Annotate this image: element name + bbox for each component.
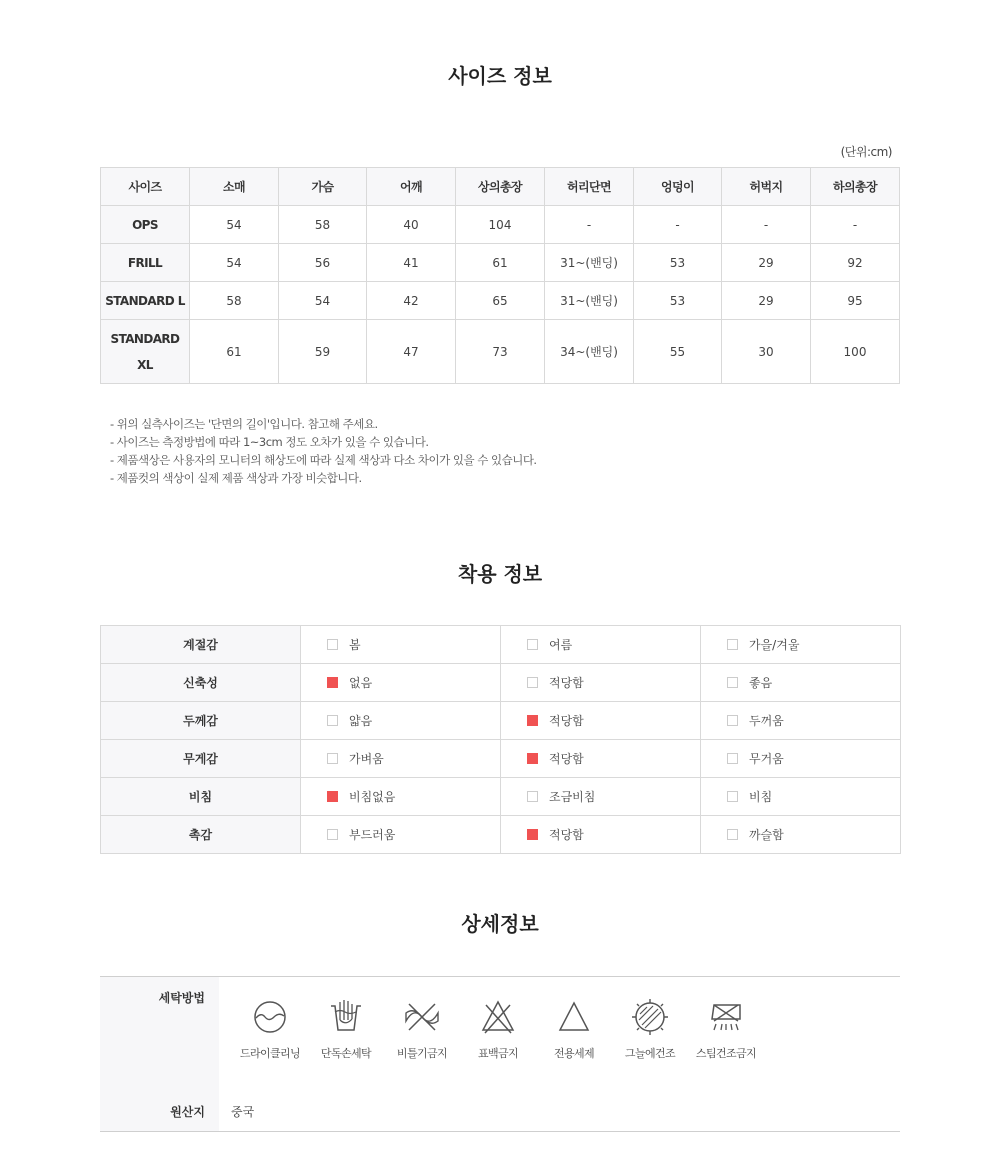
size-row-label: STANDARD L: [101, 282, 190, 320]
neutral-detergent-icon: [554, 997, 594, 1037]
size-cell: 58: [190, 282, 279, 320]
size-row-label: [101, 320, 190, 384]
fit-info-title: 착용 정보: [457, 562, 543, 586]
fit-option-label: 적당함: [549, 752, 584, 766]
fit-option: [301, 664, 501, 702]
size-cell: 31~(밴딩): [545, 282, 634, 320]
wash-item: [686, 997, 766, 1061]
size-header-cell: 허벅지: [722, 168, 811, 206]
table-row: [101, 778, 901, 816]
fit-option-label: 봄: [349, 638, 361, 652]
size-cell: 61: [456, 244, 545, 282]
fit-table: [100, 625, 901, 854]
size-cell: 65: [456, 282, 545, 320]
size-header-cell: 허리단면: [545, 168, 634, 206]
size-cell: 29: [722, 244, 811, 282]
fit-option: [301, 702, 501, 740]
table-row: [101, 282, 900, 320]
size-cell: 31~(밴딩): [545, 244, 634, 282]
size-row-label-line: XL: [137, 357, 153, 372]
checked-box-icon: [527, 829, 538, 840]
checked-box-icon: [327, 677, 338, 688]
size-notes: [110, 415, 537, 487]
fit-row-label: 두께감: [101, 702, 301, 740]
shade-dry-icon: [630, 997, 670, 1037]
fit-option: [501, 740, 701, 778]
fit-option: [701, 664, 901, 702]
fit-row-label: 비침: [101, 778, 301, 816]
wash-item: [534, 997, 614, 1061]
no-steam-dry-icon: [706, 997, 746, 1037]
wash-item: [306, 997, 386, 1061]
origin-label: 원산지: [170, 1105, 205, 1119]
size-cell: -: [545, 206, 634, 244]
table-row: [101, 702, 901, 740]
fit-option: [301, 816, 501, 854]
fit-option-label: 적당함: [549, 828, 584, 842]
size-cell: 54: [190, 206, 279, 244]
table-row: [101, 206, 900, 244]
detail-label-column: [100, 977, 219, 1131]
fit-option: [701, 740, 901, 778]
fit-option: [701, 702, 901, 740]
fit-option: [501, 778, 701, 816]
unchecked-box-icon: [327, 715, 338, 726]
unchecked-box-icon: [527, 639, 538, 650]
wash-item-label: 드라이클리닝: [239, 1047, 301, 1060]
fit-option-label: 가을/겨울: [749, 638, 800, 652]
size-cell: 59: [279, 320, 367, 384]
unchecked-box-icon: [727, 715, 738, 726]
size-header-cell: 하의총장: [811, 168, 900, 206]
fit-option: [501, 702, 701, 740]
checked-box-icon: [327, 791, 338, 802]
wash-item: [610, 997, 690, 1061]
unchecked-box-icon: [327, 639, 338, 650]
wash-item-label: 단독손세탁: [320, 1047, 372, 1060]
table-row: [101, 740, 901, 778]
unchecked-box-icon: [327, 829, 338, 840]
fit-option-label: 무거움: [749, 752, 784, 766]
size-cell: 55: [634, 320, 722, 384]
size-row-label: OPS: [101, 206, 190, 244]
fit-option: [501, 816, 701, 854]
hand-wash-icon: [326, 997, 366, 1037]
wash-item-label: 그늘에건조: [624, 1047, 676, 1060]
fit-option-label: 없음: [349, 676, 373, 690]
fit-option-label: 적당함: [549, 714, 584, 728]
fit-option-label: 적당함: [549, 676, 584, 690]
fit-option: [701, 626, 901, 664]
fit-option-label: 여름: [549, 638, 573, 652]
size-row-label-line: STANDARD: [110, 331, 180, 346]
size-header-cell: 가슴: [279, 168, 367, 206]
size-row-label: FRILL: [101, 244, 190, 282]
fit-option: [301, 740, 501, 778]
size-header-cell: 사이즈: [101, 168, 190, 206]
size-cell: 30: [722, 320, 811, 384]
size-cell: 47: [367, 320, 456, 384]
size-cell: 58: [279, 206, 367, 244]
size-cell: 53: [634, 282, 722, 320]
size-cell: -: [811, 206, 900, 244]
origin-value: 중국: [231, 1105, 255, 1119]
size-header-cell: 엉덩이: [634, 168, 722, 206]
unchecked-box-icon: [727, 791, 738, 802]
checked-box-icon: [527, 753, 538, 764]
wash-item: [382, 997, 462, 1061]
fit-option: [701, 816, 901, 854]
size-cell: 56: [279, 244, 367, 282]
size-header-cell: 상의총장: [456, 168, 545, 206]
fit-row-label: 무게감: [101, 740, 301, 778]
size-cell: 100: [811, 320, 900, 384]
size-cell: 73: [456, 320, 545, 384]
detail-table: [100, 976, 900, 1132]
unchecked-box-icon: [327, 753, 338, 764]
size-cell: -: [634, 206, 722, 244]
fit-option-label: 두꺼움: [749, 714, 784, 728]
size-table: [100, 167, 900, 384]
fit-option-label: 부드러움: [349, 828, 396, 842]
size-header-cell: 어깨: [367, 168, 456, 206]
checked-box-icon: [527, 715, 538, 726]
size-cell: 61: [190, 320, 279, 384]
fit-option-label: 얇음: [349, 714, 373, 728]
size-cell: 104: [456, 206, 545, 244]
fit-option-label: 좋음: [749, 676, 773, 690]
size-cell: 42: [367, 282, 456, 320]
note-line: - 제품색상은 사용자의 모니터의 해상도에 따라 실제 색상과 다소 차이가 있을 수 있습니다.: [110, 453, 537, 467]
wash-item-label: 표백금지: [477, 1047, 519, 1060]
wash-item-label: 전용세제: [553, 1047, 595, 1060]
size-unit-label: (단위:cm): [840, 145, 892, 159]
size-table-header-row: [101, 168, 900, 206]
table-row: [101, 244, 900, 282]
note-line: - 사이즈는 측정방법에 따라 1~3cm 정도 오차가 있을 수 있습니다.: [110, 435, 429, 449]
wash-item-label: 비틀기금지: [396, 1047, 448, 1060]
wash-item: [230, 997, 310, 1061]
size-info-title: 사이즈 정보: [448, 64, 552, 88]
table-row: [101, 816, 901, 854]
fit-row-label: 계절감: [101, 626, 301, 664]
fit-option: [301, 626, 501, 664]
fit-row-label: 신축성: [101, 664, 301, 702]
fit-option: [701, 778, 901, 816]
size-cell: 95: [811, 282, 900, 320]
fit-option-label: 까슬함: [749, 828, 784, 842]
unchecked-box-icon: [727, 753, 738, 764]
unchecked-box-icon: [727, 677, 738, 688]
note-line: - 제품컷의 색상이 실제 제품 색상과 가장 비슷합니다.: [110, 471, 362, 485]
unchecked-box-icon: [527, 791, 538, 802]
size-cell: 34~(밴딩): [545, 320, 634, 384]
table-row: [101, 320, 900, 384]
fit-option: [501, 664, 701, 702]
table-row: [101, 626, 901, 664]
fit-option: [501, 626, 701, 664]
size-header-cell: 소매: [190, 168, 279, 206]
size-cell: 40: [367, 206, 456, 244]
size-cell: 29: [722, 282, 811, 320]
detail-info-title: 상세정보: [461, 912, 539, 936]
unchecked-box-icon: [527, 677, 538, 688]
size-cell: 54: [190, 244, 279, 282]
note-line: - 위의 실측사이즈는 '단면의 길이'입니다. 참고해 주세요.: [110, 417, 378, 431]
wash-item: [458, 997, 538, 1061]
wash-item-label: 스팀건조금지: [695, 1047, 757, 1060]
size-cell: 92: [811, 244, 900, 282]
fit-row-label: 촉감: [101, 816, 301, 854]
fit-option-label: 비침없음: [349, 790, 396, 804]
fit-option-label: 조금비침: [549, 790, 596, 804]
unchecked-box-icon: [727, 639, 738, 650]
wash-method-label: 세탁방법: [158, 991, 205, 1005]
size-cell: 41: [367, 244, 456, 282]
size-cell: -: [722, 206, 811, 244]
no-bleach-icon: [478, 997, 518, 1037]
size-cell: 54: [279, 282, 367, 320]
size-cell: 53: [634, 244, 722, 282]
dry-clean-icon: [250, 997, 290, 1037]
fit-option-label: 비침: [749, 790, 773, 804]
no-wring-icon: [402, 997, 442, 1037]
table-row: [101, 664, 901, 702]
fit-option-label: 가벼움: [349, 752, 384, 766]
fit-option: [301, 778, 501, 816]
unchecked-box-icon: [727, 829, 738, 840]
